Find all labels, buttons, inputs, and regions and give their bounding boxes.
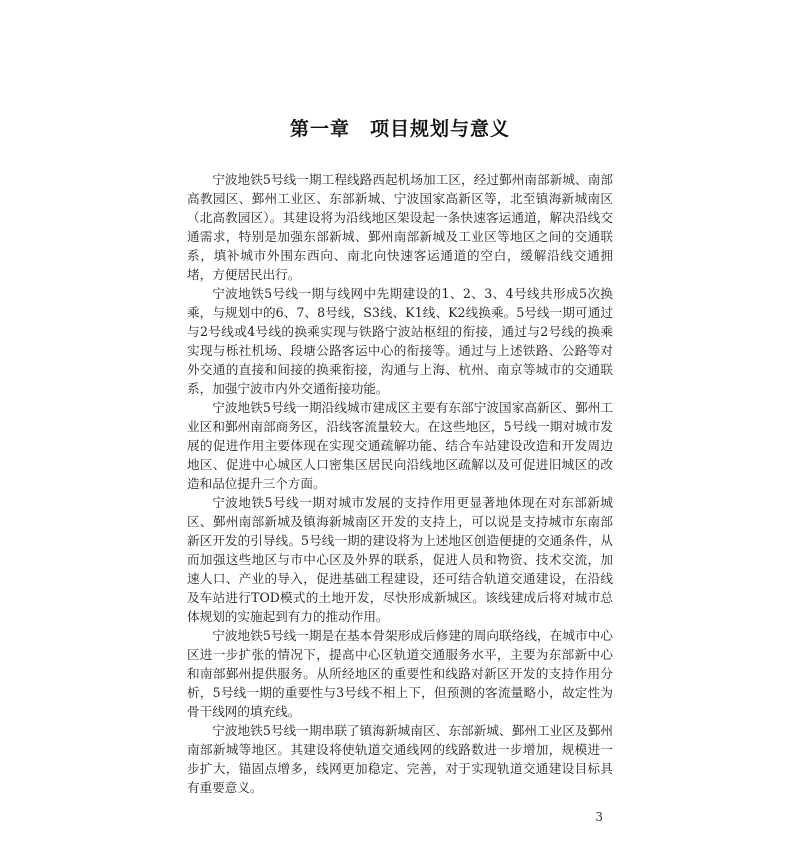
chapter-title: 第一章 项目规划与意义 xyxy=(289,118,510,140)
body-text xyxy=(187,170,613,797)
paragraph: 宁波地铁5号线一期串联了镇海新城南区、东部新城、鄞州工业区及鄞州南部新城等地区。其建设将使轨道交通线网的线路数进一步增加，规模进一步扩大，锚固点增多，线网更加稳定、完善，对于实现轨道交通建设目标具有重要意义。 xyxy=(187,723,613,795)
paragraph: 宁波地铁5号线一期是在基本骨架形成后修建的周向联络线，在城市中心区进一步扩张的情况下，提高中心区轨道交通服务水平，主要为东部新中心和南部鄞州提供服务。从所经地区的重要性和线路对新区开发的支持作用分析，5号线一期的重要性与3号线不相上下，但预测的客流量略小，故定性为骨干线网的填充线。 xyxy=(187,628,613,719)
paragraph: 宁波地铁5号线一期与线网中先期建设的1、2、3、4号线共形成5次换乘，与规划中的6、7、8号线，S3线、K1线、K2线换乘。5号线一期可通过与2号线或4号线的换乘实现与铁路宁波站枢纽的衔接，通过与2号线的换乘实现与栎社机场、段塘公路客运中心的衔接等。通过与上述铁路、公路等对外交通的直接和间接的换乘衔接，沟通与上海、杭州、南京等城市的交通联系，加强宁波市内外交通衔接功能。 xyxy=(187,286,613,396)
page-number: 3 xyxy=(595,810,603,824)
paragraph: 宁波地铁5号线一期沿线城市建成区主要有东部宁波国家高新区、鄞州工业区和鄞州南部商务区，沿线客流量较大。在这些地区，5号线一期对城市发展的促进作用主要体现在实现交通疏解功能、结合车站建设改造和开发周边地区、促进中心城区人口密集区居民向沿线地区疏解以及可促进旧城区的改造和品位提升三个方面。 xyxy=(187,400,613,491)
paragraph: 宁波地铁5号线一期对城市发展的支持作用更显著地体现在对东部新城区、鄞州南部新城及镇海新城南区开发的支持上，可以说是支持城市东南部新区开发的引导线。5号线一期的建设将为上述地区创造便捷的交通条件，从而加强这些地区与市中心区及外界的联系，促进人员和物资、技术交流，加速人口、产业的导入，促进基础工程建设，还可结合轨道交通建设，在沿线及车站进行TOD模式的土地开发，尽快形成新城区。该线建成后将对城市总体规划的实施起到有力的推动作用。 xyxy=(187,495,613,624)
page-content xyxy=(187,170,613,855)
paragraph: 宁波地铁5号线一期工程线路西起机场加工区，经过鄞州南部新城、南部高教园区、鄞州工业区、东部新城、宁波国家高新区等，北至镇海新城南区（北高教园区）。其建设将为沿线地区架设起一条快速客运通道，解决沿线交通需求，特别是加强东部新城、鄞州南部新城及工业区等地区之间的交通联系，填补城市外围东西向、南北向快速客运通道的空白，缓解沿线交通拥堵，方便居民出行。 xyxy=(187,172,613,282)
